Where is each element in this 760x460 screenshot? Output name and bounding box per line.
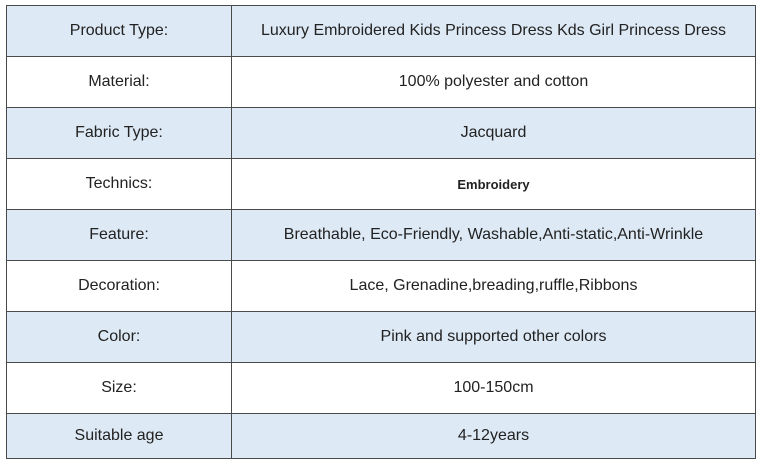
spec-value-product-type: Luxury Embroidered Kids Princess Dress Kds Girl Princess Dress	[232, 6, 756, 57]
spec-label-material: Material:	[7, 57, 232, 108]
spec-label-size: Size:	[7, 363, 232, 414]
spec-label-suitable-age: Suitable age	[7, 414, 232, 459]
spec-label-color: Color:	[7, 312, 232, 363]
spec-value-material: 100% polyester and cotton	[232, 57, 756, 108]
spec-value-color: Pink and supported other colors	[232, 312, 756, 363]
spec-value-technics: Embroidery	[232, 159, 756, 210]
spec-value-feature: Breathable, Eco-Friendly, Washable,Anti-static,Anti-Wrinkle	[232, 210, 756, 261]
spec-label-fabric-type: Fabric Type:	[7, 108, 232, 159]
table-row	[7, 414, 756, 459]
spec-label-technics: Technics:	[7, 159, 232, 210]
table-row	[7, 312, 756, 363]
spec-value-suitable-age: 4-12years	[232, 414, 756, 459]
product-spec-table	[6, 5, 756, 459]
spec-label-feature: Feature:	[7, 210, 232, 261]
spec-label-product-type: Product Type:	[7, 6, 232, 57]
table-row	[7, 57, 756, 108]
table-row	[7, 159, 756, 210]
table-row	[7, 108, 756, 159]
table-row	[7, 6, 756, 57]
table-row	[7, 261, 756, 312]
spec-value-fabric-type: Jacquard	[232, 108, 756, 159]
spec-value-size: 100-150cm	[232, 363, 756, 414]
table-row	[7, 363, 756, 414]
spec-value-decoration: Lace, Grenadine,breading,ruffle,Ribbons	[232, 261, 756, 312]
spec-label-decoration: Decoration:	[7, 261, 232, 312]
table-row	[7, 210, 756, 261]
